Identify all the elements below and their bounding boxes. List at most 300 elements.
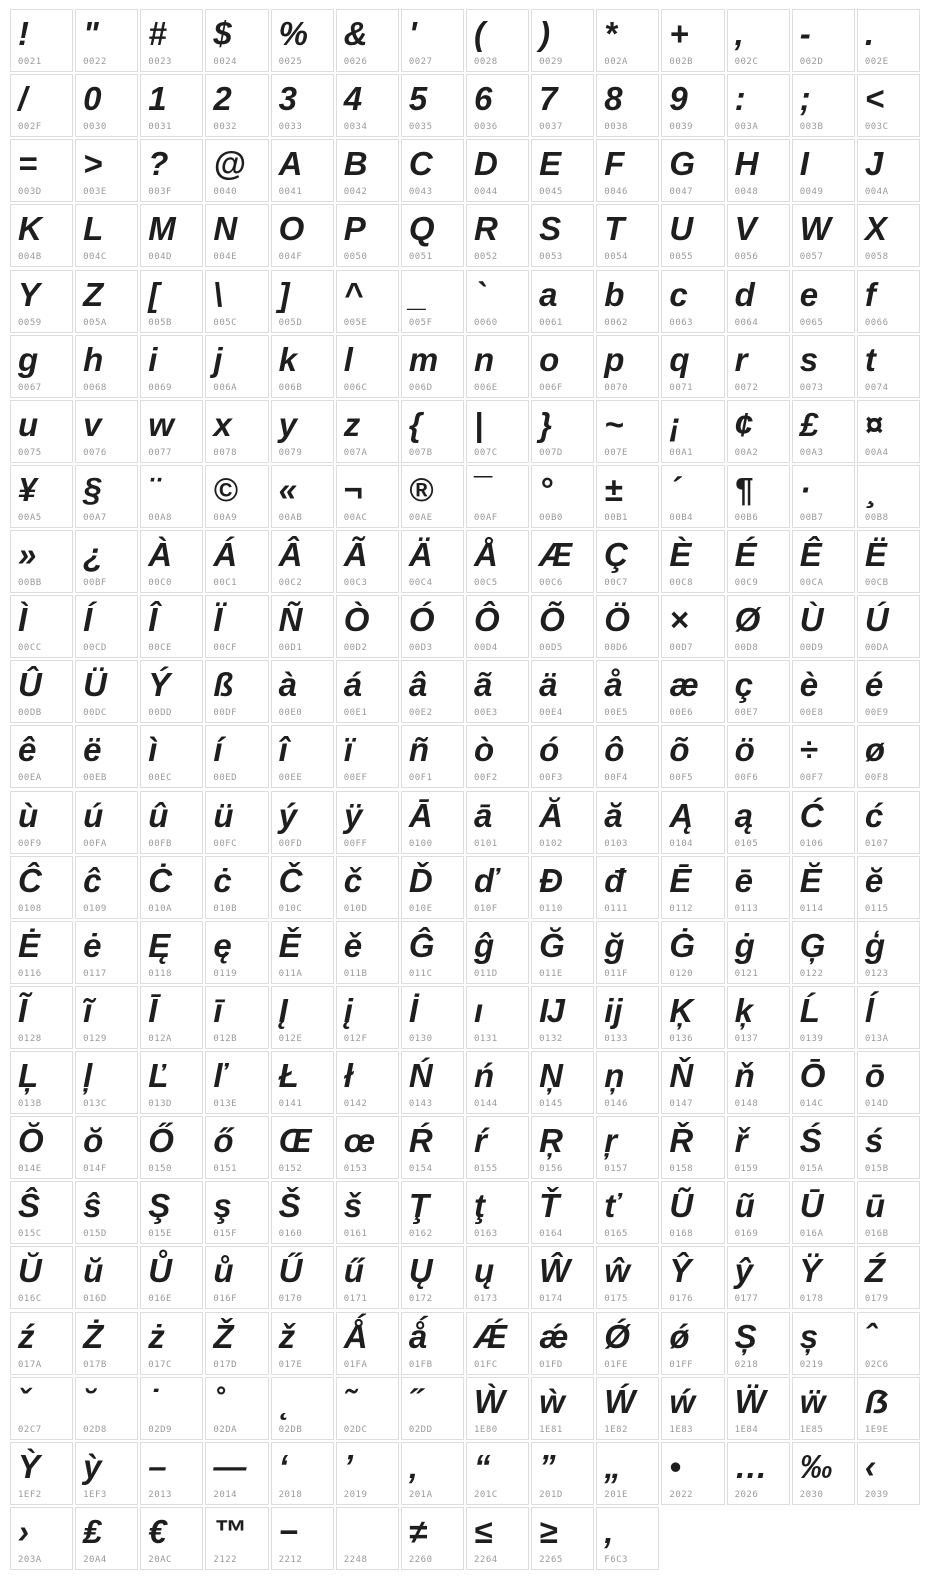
- glyph: ¢: [734, 405, 753, 443]
- glyph: –: [148, 1447, 167, 1485]
- glyph: ż: [148, 1317, 165, 1355]
- glyph-cell: [271, 335, 334, 398]
- glyph-cell: [531, 1116, 594, 1179]
- glyph-cell: [205, 9, 268, 72]
- glyph-code-label: 00F6: [734, 773, 759, 784]
- glyph-cell: [271, 1181, 334, 1244]
- glyph-cell: [10, 921, 73, 984]
- glyph-cell: [531, 74, 594, 137]
- glyph: ũ: [734, 1187, 755, 1225]
- glyph-cell: [140, 595, 203, 658]
- glyph-code-label: 014E: [18, 1164, 42, 1175]
- glyph: ğ: [604, 926, 625, 964]
- glyph: r: [734, 340, 748, 378]
- glyph-cell: [336, 1181, 399, 1244]
- glyph-cell: [10, 465, 73, 528]
- glyph: ĉ: [83, 861, 102, 899]
- glyph: Ø: [734, 601, 761, 639]
- glyph: Ë: [864, 536, 887, 573]
- glyph-code-label: 02DB: [278, 1424, 303, 1435]
- glyph: Å: [473, 536, 498, 573]
- glyph-cell: [596, 921, 659, 984]
- glyph-code-label: 00B6: [734, 512, 759, 523]
- glyph-cell: [466, 465, 529, 528]
- glyph: ķ: [734, 991, 753, 1029]
- glyph: «: [278, 470, 297, 508]
- glyph: Ś: [799, 1122, 822, 1160]
- glyph: Ţ: [408, 1187, 430, 1225]
- glyph-code-label: 0158: [669, 1164, 694, 1175]
- glyph: }: [539, 405, 552, 443]
- glyph: 0: [83, 80, 102, 118]
- glyph-code-label: 0165: [604, 1229, 628, 1240]
- glyph-cell: [336, 791, 399, 854]
- glyph-cell: [531, 1181, 594, 1244]
- glyph: ĝ: [473, 926, 495, 964]
- glyph: w: [148, 405, 174, 443]
- glyph: õ: [669, 731, 690, 769]
- glyph: ģ: [864, 926, 886, 964]
- glyph: Ŕ: [408, 1122, 433, 1160]
- glyph-cell: [10, 1246, 73, 1309]
- glyph: ì: [148, 731, 158, 769]
- glyph-code-label: 02DD: [408, 1424, 433, 1435]
- glyph: a: [539, 275, 558, 313]
- glyph-code-label: 0035: [408, 122, 433, 133]
- glyph: š: [343, 1187, 363, 1225]
- glyph: b: [604, 275, 625, 313]
- glyph: ˘: [83, 1382, 95, 1420]
- glyph-code-label: 0163: [473, 1229, 498, 1240]
- glyph-cell: [727, 9, 790, 72]
- glyph-code-label: 0160: [278, 1229, 303, 1240]
- glyph: Ņ: [539, 1057, 563, 1094]
- glyph-code-label: 014F: [83, 1164, 107, 1175]
- glyph: ů: [213, 1252, 234, 1290]
- glyph: ļ: [83, 1057, 93, 1094]
- glyph-code-label: 01FB: [408, 1359, 433, 1370]
- glyph-code-label: 00F8: [864, 773, 889, 784]
- glyph: J: [864, 145, 884, 183]
- glyph-code-label: 00BF: [83, 578, 107, 588]
- glyph-code-label: 0161: [343, 1229, 368, 1240]
- glyph-cell: [466, 660, 529, 723]
- glyph-code-label: 00E4: [539, 708, 563, 719]
- glyph: [: [148, 275, 160, 313]
- glyph-cell: [205, 204, 268, 267]
- glyph-code-label: 00C8: [669, 578, 694, 588]
- glyph-code-label: 0070: [604, 382, 628, 393]
- glyph: ê: [18, 731, 37, 769]
- glyph-cell: [531, 1507, 594, 1570]
- glyph-cell: [466, 204, 529, 267]
- glyph: ū: [864, 1187, 886, 1225]
- glyph-code-label: 00D7: [669, 643, 694, 654]
- glyph-code-label: 00A1: [669, 447, 694, 458]
- glyph: _: [408, 275, 428, 313]
- glyph-cell: [401, 335, 464, 398]
- glyph: ġ: [734, 926, 755, 964]
- glyph-cell: [401, 1312, 464, 1375]
- glyph-cell: [857, 1246, 920, 1309]
- glyph-cell: [531, 270, 594, 333]
- glyph-code-label: 0119: [213, 968, 238, 979]
- glyph: 6: [473, 80, 493, 118]
- glyph-code-label: 00F9: [18, 838, 42, 849]
- glyph: ˜: [343, 1382, 355, 1420]
- glyph-code-label: 201A: [408, 1489, 433, 1500]
- glyph: D: [473, 145, 498, 183]
- glyph-code-label: 017C: [148, 1359, 172, 1370]
- glyph-cell: [661, 1246, 724, 1309]
- glyph: Ș: [734, 1317, 757, 1355]
- glyph-code-label: 00FA: [83, 838, 107, 849]
- glyph: Û: [18, 666, 42, 704]
- glyph-code-label: 00A9: [213, 512, 238, 523]
- glyph-code-label: 01FE: [604, 1359, 628, 1370]
- glyph-cell: [75, 400, 138, 463]
- glyph-cell: [271, 1051, 334, 1114]
- glyph-cell: [401, 400, 464, 463]
- glyph-cell: [531, 9, 594, 72]
- glyph-cell: [205, 270, 268, 333]
- glyph-cell: [466, 270, 529, 333]
- glyph: ã: [473, 666, 493, 704]
- glyph-code-label: 013C: [83, 1099, 107, 1109]
- glyph: p: [604, 340, 625, 378]
- glyph: Ļ: [18, 1057, 39, 1094]
- glyph-cell: [466, 986, 529, 1049]
- glyph-cell: [596, 1181, 659, 1244]
- glyph-cell: [661, 74, 724, 137]
- glyph: A: [278, 145, 303, 183]
- glyph: t: [864, 340, 876, 378]
- glyph: ˝: [408, 1382, 420, 1420]
- glyph-cell: [271, 1377, 334, 1440]
- glyph-cell: [727, 660, 790, 723]
- glyph-cell: [10, 725, 73, 788]
- glyph-cell: [10, 1507, 73, 1570]
- glyph-code-label: 0115: [864, 903, 889, 914]
- glyph-code-label: 016F: [213, 1294, 238, 1305]
- glyph-code-label: 0157: [604, 1164, 628, 1175]
- glyph-cell: [596, 986, 659, 1049]
- glyph-code-label: 0156: [539, 1164, 563, 1175]
- glyph-cell: [531, 1377, 594, 1440]
- glyph: Ũ: [669, 1187, 694, 1225]
- glyph: ≥: [539, 1512, 558, 1550]
- glyph-code-label: 00F3: [539, 773, 563, 784]
- glyph: ø: [864, 731, 886, 769]
- glyph-code-label: 20AC: [148, 1554, 172, 1565]
- glyph-cell: [336, 270, 399, 333]
- glyph-cell: [661, 1051, 724, 1114]
- glyph-code-label: 0151: [213, 1164, 238, 1175]
- glyph-code-label: 017B: [83, 1359, 107, 1370]
- glyph: Į: [278, 991, 288, 1029]
- glyph-code-label: 1E81: [539, 1424, 563, 1435]
- glyph-code-label: 0148: [734, 1099, 759, 1109]
- glyph-cell: [792, 1442, 855, 1505]
- glyph-cell: [596, 1116, 659, 1179]
- glyph-cell: [401, 856, 464, 919]
- glyph-cell: [205, 335, 268, 398]
- glyph-cell: [792, 1116, 855, 1179]
- glyph-code-label: 0154: [408, 1164, 433, 1175]
- glyph-cell: [596, 335, 659, 398]
- glyph-code-label: 0118: [148, 968, 172, 979]
- glyph-code-label: 0141: [278, 1099, 303, 1109]
- glyph-cell: [596, 530, 659, 593]
- glyph-code-label: 011D: [473, 968, 498, 979]
- glyph-code-label: 00DA: [864, 643, 889, 654]
- glyph-cell: [661, 1312, 724, 1375]
- glyph-code-label: 0050: [343, 252, 368, 263]
- glyph: K: [18, 210, 42, 248]
- glyph: #: [148, 15, 167, 52]
- glyph-cell: [75, 725, 138, 788]
- glyph-cell: [336, 465, 399, 528]
- glyph: ǻ: [408, 1317, 428, 1355]
- glyph-code-label: 203A: [18, 1554, 42, 1565]
- glyph-code-label: 0075: [18, 447, 42, 458]
- glyph: <: [864, 80, 885, 118]
- glyph-cell: [271, 1442, 334, 1505]
- glyph-cell: [857, 1116, 920, 1179]
- glyph-cell: [661, 335, 724, 398]
- glyph-code-label: 0029: [539, 57, 563, 67]
- glyph-code-label: 00C0: [148, 578, 172, 588]
- glyph-code-label: 00E0: [278, 708, 303, 719]
- glyph-code-label: 0078: [213, 447, 238, 458]
- glyph: ē: [734, 861, 753, 899]
- glyph-code-label: 00C3: [343, 578, 368, 588]
- glyph-code-label: 0129: [83, 1033, 107, 1044]
- glyph: ©: [213, 470, 238, 508]
- glyph: ä: [539, 666, 558, 704]
- glyph-cell: [336, 856, 399, 919]
- glyph-code-label: 015E: [148, 1229, 172, 1240]
- glyph-code-label: 00ED: [213, 773, 238, 784]
- glyph-code-label: 00A8: [148, 512, 172, 523]
- glyph: Ě: [278, 926, 301, 964]
- glyph: À: [148, 536, 173, 573]
- glyph-cell: [466, 1377, 529, 1440]
- glyph: =: [18, 145, 38, 183]
- glyph: 1: [148, 80, 167, 118]
- glyph: l: [343, 340, 353, 378]
- glyph-code-label: 00AF: [473, 512, 498, 523]
- glyph: ŕ: [473, 1122, 487, 1160]
- glyph-code-label: 005F: [408, 317, 433, 328]
- glyph-code-label: 005A: [83, 317, 107, 328]
- glyph: T: [604, 210, 625, 248]
- glyph-cell: [792, 595, 855, 658]
- glyph-code-label: 00F7: [799, 773, 824, 784]
- glyph-code-label: 0028: [473, 57, 498, 67]
- glyph-cell: [205, 74, 268, 137]
- glyph: Ù: [799, 601, 824, 639]
- glyph-cell: [661, 139, 724, 202]
- glyph-code-label: 2019: [343, 1489, 368, 1500]
- glyph: Ň: [669, 1057, 694, 1094]
- glyph-cell: [140, 270, 203, 333]
- glyph: ¡: [669, 405, 681, 443]
- glyph-code-label: 2039: [864, 1489, 889, 1500]
- glyph-cell: [10, 595, 73, 658]
- glyph-code-label: 201E: [604, 1489, 628, 1500]
- glyph: Ż: [83, 1317, 104, 1355]
- glyph: ĺ: [864, 991, 875, 1029]
- glyph-code-label: 012A: [148, 1033, 172, 1044]
- glyph: ċ: [213, 861, 232, 899]
- glyph-cell: [75, 921, 138, 984]
- glyph: ą: [734, 796, 753, 834]
- glyph-cell: [466, 921, 529, 984]
- glyph: ī: [213, 991, 223, 1029]
- glyph-cell: [75, 986, 138, 1049]
- glyph: Á: [213, 536, 238, 573]
- glyph-cell: [401, 1377, 464, 1440]
- glyph-cell: [401, 660, 464, 723]
- glyph-cell: [857, 400, 920, 463]
- glyph-code-label: 0150: [148, 1164, 172, 1175]
- glyph-cell: [531, 725, 594, 788]
- glyph-code-label: 0034: [343, 122, 368, 133]
- glyph-cell: [466, 74, 529, 137]
- glyph-cell: [727, 335, 790, 398]
- glyph-cell: [401, 74, 464, 137]
- glyph: Ã: [343, 536, 368, 573]
- glyph-code-label: 00B7: [799, 512, 824, 523]
- glyph-code-label: 2265: [539, 1554, 563, 1565]
- glyph: Ŝ: [18, 1187, 41, 1225]
- glyph-cell: [336, 660, 399, 723]
- glyph-code-label: 0170: [278, 1294, 303, 1305]
- glyph-code-label: 00E7: [734, 708, 759, 719]
- glyph-cell: [10, 530, 73, 593]
- glyph-cell: [596, 204, 659, 267]
- glyph-code-label: 00EC: [148, 773, 172, 784]
- glyph-code-label: 0116: [18, 968, 42, 979]
- glyph-cell: [10, 1442, 73, 1505]
- glyph: Ŵ: [539, 1252, 571, 1290]
- glyph: Ǿ: [604, 1317, 630, 1355]
- glyph: Ę: [148, 926, 171, 964]
- glyph: @: [213, 145, 246, 183]
- glyph-cell: [271, 1312, 334, 1375]
- glyph-code-label: 0043: [408, 187, 433, 198]
- glyph-cell: [661, 9, 724, 72]
- glyph-cell: [661, 595, 724, 658]
- glyph-cell: [75, 660, 138, 723]
- glyph-code-label: 004B: [18, 252, 42, 263]
- glyph-cell: [271, 1116, 334, 1179]
- glyph-code-label: 2014: [213, 1489, 238, 1500]
- glyph-code-label: 00AB: [278, 512, 303, 523]
- glyph-cell: [10, 791, 73, 854]
- glyph-cell: [531, 335, 594, 398]
- glyph-code-label: 013D: [148, 1099, 172, 1109]
- glyph-code-label: 01FF: [669, 1359, 694, 1370]
- glyph-code-label: 1E84: [734, 1424, 759, 1435]
- glyph-cell: [205, 1377, 268, 1440]
- glyph-cell: [401, 204, 464, 267]
- glyph-cell: [140, 335, 203, 398]
- glyph-cell: [531, 465, 594, 528]
- glyph-cell: [336, 921, 399, 984]
- glyph-code-label: 013A: [864, 1033, 889, 1044]
- glyph: v: [83, 405, 102, 443]
- glyph-cell: [727, 856, 790, 919]
- glyph-cell: [531, 400, 594, 463]
- glyph: Ẁ: [473, 1382, 506, 1420]
- glyph: G: [669, 145, 696, 183]
- glyph-cell: [466, 725, 529, 788]
- glyph-cell: [271, 204, 334, 267]
- glyph-code-label: 00CE: [148, 643, 172, 654]
- glyph: Í: [83, 601, 93, 639]
- glyph-code-label: 00CD: [83, 643, 107, 654]
- glyph-code-label: 0064: [734, 317, 759, 328]
- glyph: f: [864, 275, 876, 313]
- glyph-cell: [596, 9, 659, 72]
- glyph-cell: [727, 1312, 790, 1375]
- glyph: ď: [473, 861, 499, 899]
- glyph-code-label: 0155: [473, 1164, 498, 1175]
- glyph: Ä: [408, 536, 433, 573]
- glyph-cell: [10, 1377, 73, 1440]
- glyph: ±: [604, 470, 623, 508]
- glyph-code-label: 0121: [734, 968, 759, 979]
- glyph-cell: [140, 986, 203, 1049]
- glyph-cell: [596, 400, 659, 463]
- glyph-cell: [401, 986, 464, 1049]
- glyph-code-label: 00E2: [408, 708, 433, 719]
- glyph: Ą: [669, 796, 694, 834]
- glyph-cell: [792, 921, 855, 984]
- glyph-code-label: 0111: [604, 903, 628, 914]
- glyph-code-label: 0172: [408, 1294, 433, 1305]
- glyph-cell: [75, 595, 138, 658]
- glyph: U: [669, 210, 694, 248]
- glyph-cell: [727, 1377, 790, 1440]
- glyph-cell: [596, 270, 659, 333]
- glyph: â: [408, 666, 428, 704]
- glyph-code-label: 0040: [213, 187, 238, 198]
- glyph: č: [343, 861, 363, 899]
- glyph: Q: [408, 210, 435, 248]
- glyph-code-label: 0036: [473, 122, 498, 133]
- glyph: Ī: [148, 991, 158, 1029]
- glyph-code-label: 015B: [864, 1164, 889, 1175]
- glyph-cell: [792, 1377, 855, 1440]
- glyph-cell: [271, 725, 334, 788]
- glyph: œ: [343, 1122, 375, 1160]
- glyph-cell: [401, 270, 464, 333]
- glyph: ŝ: [83, 1187, 102, 1225]
- glyph-code-label: 2026: [734, 1489, 759, 1500]
- glyph-code-label: 2018: [278, 1489, 303, 1500]
- glyph: Č: [278, 861, 303, 899]
- glyph: ņ: [604, 1057, 625, 1094]
- glyph: ö: [734, 731, 755, 769]
- glyph: ‰: [799, 1447, 833, 1485]
- glyph: …: [734, 1447, 768, 1485]
- glyph-cell: [531, 204, 594, 267]
- glyph-code-label: 00D8: [734, 643, 759, 654]
- glyph: 4: [343, 80, 363, 118]
